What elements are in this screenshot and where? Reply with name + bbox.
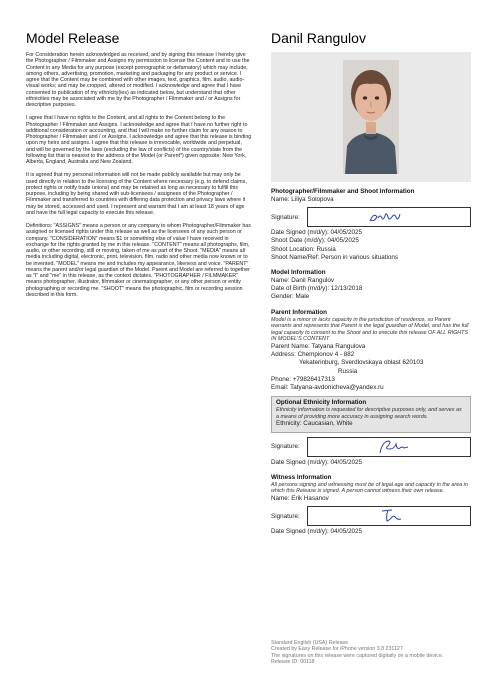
witness-signature-box	[307, 506, 471, 526]
footer-digital-note: The signatures on this release were captured digitally on a mobile device.	[271, 652, 444, 659]
shoot-name: Shoot Name/Ref: Person in various situations	[271, 253, 399, 261]
ethnicity-section	[271, 396, 471, 432]
witness-section-title: Witness Information	[271, 473, 332, 481]
witness-signature-label: Signature:	[271, 512, 300, 520]
witness-name: Name: Erik Hasanov	[271, 495, 329, 502]
witness-signature-image	[308, 507, 471, 525]
photographer-signature-row	[271, 207, 471, 227]
model-name: Name: Danil Rangulov	[271, 277, 334, 285]
parent-address-line1: Address: Chempionov 4 - 882	[271, 351, 355, 359]
shoot-date: Shoot Date (m/d/y): 04/05/2025	[271, 237, 359, 245]
model-gender: Gender: Male	[271, 293, 310, 301]
parent-section	[271, 309, 471, 393]
model-photo	[271, 52, 471, 182]
release-paragraph-rights: I agree that I have no rights to the Content, and all rights to the Content belong to the Photographer / Filmmaker and Assigns. I acknowledge and agree that I have no further right to additional consideration or accounting, and that I will make no further claim for any reason to Photographer / Filmmaker and / or Assigns. I acknowledge and agree that this release is binding upon my heirs and assigns. I agree that this release is irrevocable, worldwide and perpetual, and will be governed by the laws (excluding the law of conflicts) of the country/state from the following list that is nearest to the address of the Model (or Parent*) given opposite: New York, Alberta, England, Australia and New Zealand.	[26, 115, 252, 165]
footer-created-by: Created by Easy Release for iPhone version 3.8 231127	[271, 646, 403, 653]
photographer-date-signed: Date Signed (m/d/y): 04/05/2025	[271, 229, 363, 237]
release-title: Model Release	[26, 30, 120, 46]
release-paragraph-privacy: It is agreed that my personal information will not be made publicly available but may only be used directly in relation to the licensing of the Content where necessary (e.g. to defend claims, protect rights or notify trade unions) and may be retained as long as necessary to fulfill this purpose, including by being shared with sub-licensees / assignees of the Photographer / Filmmaker and transferred to countries with differing data protection and privacy laws where it may be stored, accessed and used. I represent and warrant that I am at least 18 years of age and have the full legal capacity to execute this release.	[26, 172, 247, 216]
witness-date-signed: Date Signed (m/d/y): 04/05/2025	[271, 528, 363, 536]
ethnicity-note: Ethnicity information is requested for descriptive purposes only, and serves as a means of providing more accuracy in assigning search words.	[276, 407, 462, 420]
model-section-title: Model Information	[271, 269, 326, 277]
footer-release-id: Release ID: 00118	[271, 658, 315, 665]
release-details-column	[271, 30, 471, 536]
witness-note: All persons signing and witnessing must be of legal age and capacity in the area in which this Release is signed. A person cannot witness their own release.	[271, 481, 468, 495]
parent-signature-image	[308, 438, 471, 456]
parent-address-line3: Russia	[338, 367, 358, 375]
footer-release-type: Standard English (USA) Release	[271, 640, 349, 646]
witness-signature-row	[271, 506, 471, 526]
parent-section-title: Parent Information	[271, 308, 327, 316]
model-section	[271, 269, 471, 302]
release-paragraph-consideration: For Consideration herein acknowledged as received, and by signing this release I hereby give the Photographer / Filmmaker and Assigns my permission to license the Content and to use the Content in any Media for any purpose (except pornographic or defamatory) which may include, among others, advertising, promotion, marketing and packaging for any product or service. I agree that the Content may be combined with other images, text, graphics, film, audio, audio-visual works; and may be cropped, altered or modified. I acknowledge and agree that I have consented to publication of my ethnicity(ies) as indicated below, but understand that other ethnicities may be associated with me by the Photographer / Filmmaker and / or Assigns for descriptive purposes.	[26, 52, 250, 108]
release-text-column	[26, 30, 252, 305]
photographer-section	[271, 188, 471, 262]
photographer-name: Name: Liliya Solopova	[271, 196, 334, 203]
parent-email: Email: Tatyana-avdonicheva@yandex.ru	[271, 384, 384, 392]
model-name-heading: Danil Rangulov	[271, 30, 366, 46]
ethnicity-value: Ethnicity: Caucasian, White	[276, 420, 353, 428]
release-footer	[271, 640, 476, 665]
model-dob: Date of Birth (m/d/y): 12/13/2018	[271, 285, 363, 293]
photographer-signature-image	[308, 208, 471, 226]
child-portrait-image	[343, 60, 399, 174]
parent-name: Parent Name: Tatyana Rangulova	[271, 343, 366, 350]
parent-signature-row	[271, 437, 471, 457]
photographer-signature-box	[307, 207, 471, 227]
release-paragraph-definitions: Definitions: "ASSIGNS" means a person or any company to whom Photographer/Filmmaker has assigned or licensed rights under this release as well as the licensees of any such person or company. "CONSIDERATION" means $1 or something else of value I have received in exchange for the rights granted by me in this release. "CONTENT" means all photographs, film, audio, or other recording, still or moving, taken of me as part of the Shoot. "MEDIA" means all media including digital, electronic, print, television, film, radio and other media now known or to be invented. "MODEL" means me and includes my appearance, likeness and voice. "PARENT" means the parent and/or legal guardian of the Model. Parent and Model are referred to together as "I" and "me" in this release, as the context dictates. "PHOTOGRAPHER / FILMMAKER" means photographer, illustrator, filmmaker or cinematographer, or any other person or entity photographing or recording me. "SHOOT" means the photographic, film or recording session described in this form.	[26, 223, 251, 298]
parent-note: Model is a minor or lacks capacity in the jurisdiction of residence, so Parent warrants and represents that Parent is the legal guardian of Model, and has the full legal capacity to consent to the Shoot and to execute this release OF ALL RIGHTS IN MODEL'S CONTENT	[271, 316, 469, 343]
ethnicity-section-title: Optional Ethnicity Information	[276, 399, 367, 407]
shoot-location: Shoot Location: Russia	[271, 245, 336, 253]
parent-phone: Phone: +79826417313	[271, 375, 335, 383]
parent-signature-label: Signature:	[271, 443, 300, 451]
witness-section	[271, 474, 471, 537]
parent-address-line2: Yekaterinburg, Sverdlovskaya oblast 620103	[299, 359, 424, 367]
photographer-section-title: Photographer/Filmmaker and Shoot Information	[271, 188, 415, 195]
parent-date-signed: Date Signed (m/d/y): 04/05/2025	[271, 458, 363, 466]
parent-signature-box	[307, 437, 471, 457]
photographer-signature-label: Signature:	[271, 213, 300, 221]
